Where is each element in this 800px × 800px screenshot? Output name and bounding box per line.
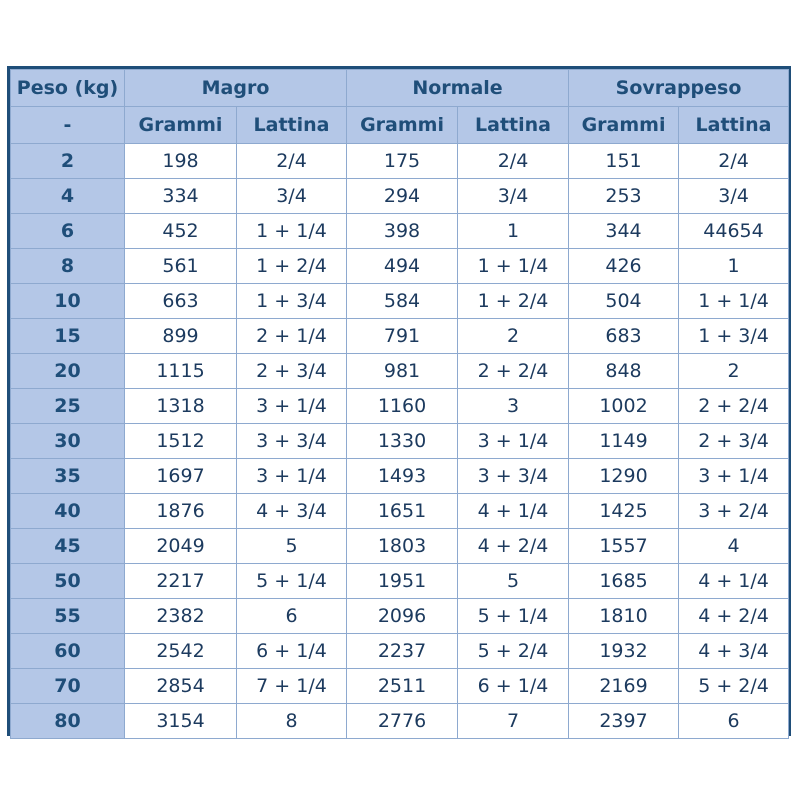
table-row	[11, 389, 789, 424]
peso-cell: 80	[11, 704, 125, 739]
table-row	[11, 459, 789, 494]
cell-sovrappeso-lattina: 44654	[679, 214, 789, 249]
peso-cell: 2	[11, 144, 125, 179]
group-header-row	[11, 70, 789, 107]
cell-magro-grammi: 452	[125, 214, 237, 249]
cell-magro-grammi: 1512	[125, 424, 237, 459]
corner-header: Peso (kg)	[11, 70, 125, 107]
table-row	[11, 144, 789, 179]
table-row	[11, 529, 789, 564]
cell-magro-lattina: 4 + 3/4	[237, 494, 347, 529]
cell-normale-lattina: 1 + 1/4	[458, 249, 569, 284]
cell-sovrappeso-lattina: 1	[679, 249, 789, 284]
cell-sovrappeso-grammi: 2169	[569, 669, 679, 704]
cell-magro-lattina: 7 + 1/4	[237, 669, 347, 704]
peso-cell: 8	[11, 249, 125, 284]
cell-normale-grammi: 981	[347, 354, 458, 389]
cell-normale-lattina: 3 + 3/4	[458, 459, 569, 494]
cell-normale-grammi: 175	[347, 144, 458, 179]
cell-magro-lattina: 1 + 1/4	[237, 214, 347, 249]
cell-magro-lattina: 6	[237, 599, 347, 634]
cell-normale-grammi: 494	[347, 249, 458, 284]
sub-header-lattina: Lattina	[237, 107, 347, 144]
cell-magro-lattina: 1 + 3/4	[237, 284, 347, 319]
cell-sovrappeso-lattina: 6	[679, 704, 789, 739]
table-row	[11, 564, 789, 599]
cell-sovrappeso-grammi: 1685	[569, 564, 679, 599]
cell-normale-grammi: 294	[347, 179, 458, 214]
peso-cell: 15	[11, 319, 125, 354]
cell-sovrappeso-lattina: 2 + 2/4	[679, 389, 789, 424]
cell-normale-lattina: 2/4	[458, 144, 569, 179]
cell-sovrappeso-lattina: 4 + 3/4	[679, 634, 789, 669]
cell-normale-grammi: 398	[347, 214, 458, 249]
sub-header-lattina: Lattina	[458, 107, 569, 144]
cell-sovrappeso-lattina: 5 + 2/4	[679, 669, 789, 704]
cell-magro-lattina: 3 + 1/4	[237, 459, 347, 494]
cell-magro-grammi: 561	[125, 249, 237, 284]
cell-normale-lattina: 5	[458, 564, 569, 599]
sub-header-grammi: Grammi	[569, 107, 679, 144]
group-header-sovrappeso: Sovrappeso	[569, 70, 789, 107]
cell-magro-grammi: 1318	[125, 389, 237, 424]
sub-header-grammi: Grammi	[125, 107, 237, 144]
table-row	[11, 284, 789, 319]
cell-normale-lattina: 6 + 1/4	[458, 669, 569, 704]
cell-sovrappeso-grammi: 1810	[569, 599, 679, 634]
cell-normale-lattina: 7	[458, 704, 569, 739]
cell-normale-lattina: 3/4	[458, 179, 569, 214]
feeding-table	[10, 69, 789, 739]
cell-magro-lattina: 8	[237, 704, 347, 739]
cell-normale-grammi: 1493	[347, 459, 458, 494]
cell-magro-grammi: 2854	[125, 669, 237, 704]
cell-magro-grammi: 3154	[125, 704, 237, 739]
table-row	[11, 494, 789, 529]
peso-cell: 45	[11, 529, 125, 564]
cell-sovrappeso-grammi: 253	[569, 179, 679, 214]
cell-magro-grammi: 663	[125, 284, 237, 319]
cell-normale-grammi: 1330	[347, 424, 458, 459]
sub-header-grammi: Grammi	[347, 107, 458, 144]
peso-cell: 6	[11, 214, 125, 249]
peso-cell: 30	[11, 424, 125, 459]
cell-normale-grammi: 1803	[347, 529, 458, 564]
cell-sovrappeso-grammi: 504	[569, 284, 679, 319]
cell-sovrappeso-grammi: 1149	[569, 424, 679, 459]
cell-magro-lattina: 2 + 3/4	[237, 354, 347, 389]
peso-cell: 10	[11, 284, 125, 319]
cell-magro-grammi: 334	[125, 179, 237, 214]
cell-sovrappeso-lattina: 3 + 2/4	[679, 494, 789, 529]
cell-sovrappeso-lattina: 2/4	[679, 144, 789, 179]
cell-magro-grammi: 2217	[125, 564, 237, 599]
table-row	[11, 704, 789, 739]
cell-magro-lattina: 6 + 1/4	[237, 634, 347, 669]
peso-cell: 50	[11, 564, 125, 599]
cell-normale-grammi: 1951	[347, 564, 458, 599]
table-row	[11, 354, 789, 389]
cell-sovrappeso-grammi: 426	[569, 249, 679, 284]
cell-normale-grammi: 2237	[347, 634, 458, 669]
cell-sovrappeso-lattina: 2	[679, 354, 789, 389]
table-row	[11, 599, 789, 634]
cell-sovrappeso-grammi: 2397	[569, 704, 679, 739]
cell-normale-lattina: 3	[458, 389, 569, 424]
cell-magro-lattina: 3/4	[237, 179, 347, 214]
table-row	[11, 424, 789, 459]
table-body	[11, 144, 789, 739]
cell-magro-grammi: 198	[125, 144, 237, 179]
cell-normale-lattina: 1	[458, 214, 569, 249]
cell-magro-grammi: 2542	[125, 634, 237, 669]
peso-cell: 70	[11, 669, 125, 704]
cell-normale-lattina: 2	[458, 319, 569, 354]
cell-normale-lattina: 4 + 1/4	[458, 494, 569, 529]
cell-sovrappeso-grammi: 683	[569, 319, 679, 354]
cell-normale-grammi: 791	[347, 319, 458, 354]
cell-sovrappeso-grammi: 1002	[569, 389, 679, 424]
table-frame	[7, 66, 791, 736]
cell-sovrappeso-grammi: 151	[569, 144, 679, 179]
cell-magro-grammi: 2049	[125, 529, 237, 564]
cell-sovrappeso-grammi: 344	[569, 214, 679, 249]
cell-normale-grammi: 1160	[347, 389, 458, 424]
table-row	[11, 319, 789, 354]
cell-sovrappeso-grammi: 1290	[569, 459, 679, 494]
group-header-normale: Normale	[347, 70, 569, 107]
cell-sovrappeso-lattina: 4 + 2/4	[679, 599, 789, 634]
cell-magro-lattina: 2 + 1/4	[237, 319, 347, 354]
cell-normale-lattina: 5 + 1/4	[458, 599, 569, 634]
peso-cell: 25	[11, 389, 125, 424]
cell-normale-lattina: 4 + 2/4	[458, 529, 569, 564]
cell-normale-grammi: 2096	[347, 599, 458, 634]
peso-cell: 60	[11, 634, 125, 669]
cell-sovrappeso-lattina: 2 + 3/4	[679, 424, 789, 459]
cell-normale-lattina: 3 + 1/4	[458, 424, 569, 459]
peso-cell: 55	[11, 599, 125, 634]
cell-magro-grammi: 1876	[125, 494, 237, 529]
cell-normale-grammi: 584	[347, 284, 458, 319]
cell-sovrappeso-grammi: 1425	[569, 494, 679, 529]
table-row	[11, 669, 789, 704]
cell-magro-lattina: 2/4	[237, 144, 347, 179]
peso-cell: 4	[11, 179, 125, 214]
table-row	[11, 179, 789, 214]
cell-magro-lattina: 5	[237, 529, 347, 564]
cell-sovrappeso-lattina: 3/4	[679, 179, 789, 214]
table-row	[11, 634, 789, 669]
sub-header-row	[11, 107, 789, 144]
cell-magro-lattina: 1 + 2/4	[237, 249, 347, 284]
cell-sovrappeso-lattina: 4 + 1/4	[679, 564, 789, 599]
cell-normale-lattina: 5 + 2/4	[458, 634, 569, 669]
cell-magro-grammi: 899	[125, 319, 237, 354]
peso-cell: 35	[11, 459, 125, 494]
cell-sovrappeso-grammi: 1932	[569, 634, 679, 669]
cell-normale-grammi: 1651	[347, 494, 458, 529]
cell-sovrappeso-lattina: 1 + 3/4	[679, 319, 789, 354]
cell-magro-lattina: 3 + 1/4	[237, 389, 347, 424]
peso-cell: 20	[11, 354, 125, 389]
cell-sovrappeso-grammi: 1557	[569, 529, 679, 564]
cell-normale-lattina: 2 + 2/4	[458, 354, 569, 389]
cell-sovrappeso-lattina: 4	[679, 529, 789, 564]
cell-magro-grammi: 1115	[125, 354, 237, 389]
cell-sovrappeso-grammi: 848	[569, 354, 679, 389]
group-header-magro: Magro	[125, 70, 347, 107]
cell-magro-grammi: 1697	[125, 459, 237, 494]
sub-header-lattina: Lattina	[679, 107, 789, 144]
cell-normale-grammi: 2776	[347, 704, 458, 739]
cell-magro-lattina: 3 + 3/4	[237, 424, 347, 459]
cell-magro-grammi: 2382	[125, 599, 237, 634]
sub-corner-header: -	[11, 107, 125, 144]
cell-sovrappeso-lattina: 3 + 1/4	[679, 459, 789, 494]
cell-magro-lattina: 5 + 1/4	[237, 564, 347, 599]
table-row	[11, 249, 789, 284]
cell-sovrappeso-lattina: 1 + 1/4	[679, 284, 789, 319]
table-row	[11, 214, 789, 249]
peso-cell: 40	[11, 494, 125, 529]
cell-normale-lattina: 1 + 2/4	[458, 284, 569, 319]
cell-normale-grammi: 2511	[347, 669, 458, 704]
